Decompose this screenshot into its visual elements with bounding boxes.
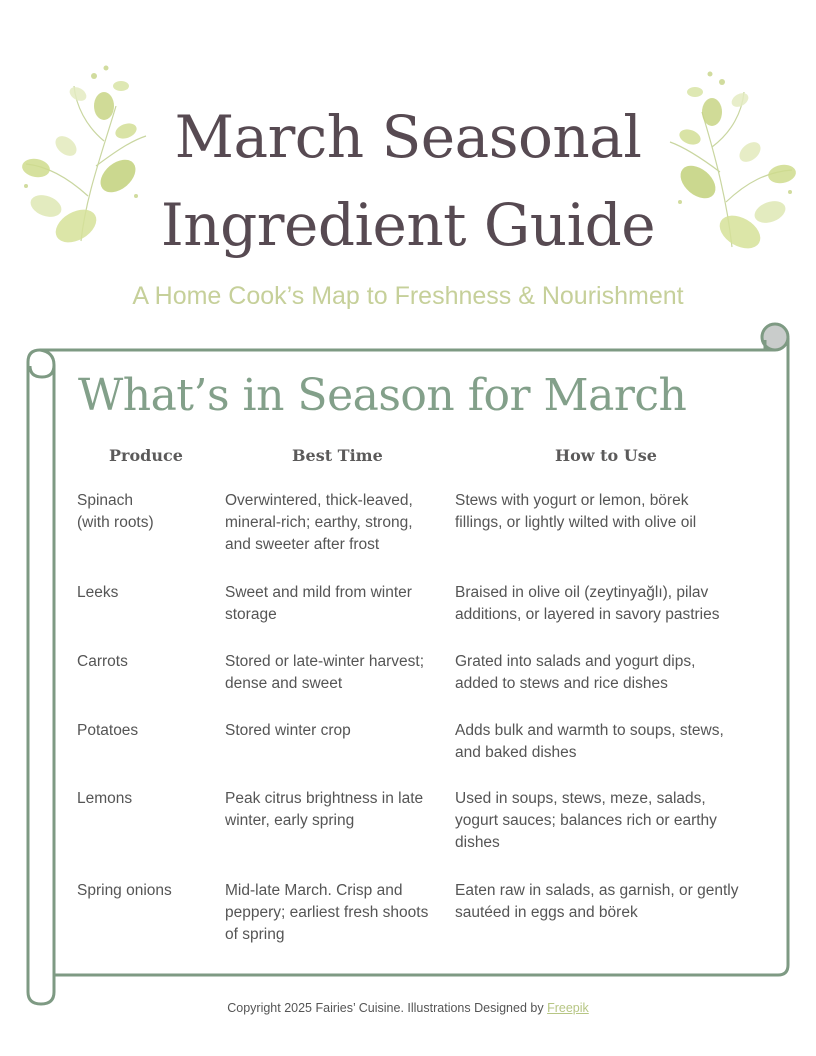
cell-line: mineral-rich; earthy, strong, [225,514,413,531]
table-row-carrots-produce [77,651,217,673]
cell-line: Used in soups, stews, meze, salads, [455,790,706,807]
cell-line: fillings, or lightly wilted with olive oil [455,514,697,531]
cell-line: Sweet and mild from winter [225,584,412,601]
cell-line: Carrots [77,653,128,670]
table-row-spinach-produce [77,490,217,534]
table-row-lemons-best-time [225,788,440,832]
column-header-best-time: Best Time [292,446,383,465]
cell-line: (with roots) [77,514,154,531]
cell-line: Stews with yogurt or lemon, börek [455,492,689,509]
section-heading: What’s in Season for March [78,370,687,421]
table-row-potatoes-best-time [225,720,440,742]
table-row-spring-onions-produce [77,880,217,902]
table-row-potatoes-produce [77,720,217,742]
cell-line: Stored or late-winter harvest; [225,653,425,670]
cell-line: Peak citrus brightness in late [225,790,424,807]
column-header-produce: Produce [109,446,183,465]
column-header-how-to-use: How to Use [555,446,657,465]
cell-line: and sweeter after frost [225,536,380,553]
cell-line: winter, early spring [225,812,355,829]
cell-line: of spring [225,926,285,943]
cell-line: storage [225,606,277,623]
cell-line: Adds bulk and warmth to soups, stews, [455,722,724,739]
cell-line: Lemons [77,790,133,807]
cell-line: Stored winter crop [225,722,351,739]
cell-line: and baked dishes [455,744,577,761]
table-row-leeks-produce [77,582,217,604]
footer-text: Copyright 2025 Fairies’ Cuisine. Illustrations Designed by [227,1001,544,1015]
cell-line: additions, or layered in savory pastries [455,606,720,623]
cell-line: Potatoes [77,722,139,739]
cell-line: Spinach [77,492,134,509]
table-row-leeks-best-time [225,582,440,626]
table-row-leeks-how-to-use [455,582,745,626]
table-row-spinach-how-to-use [455,490,745,534]
cell-line: yogurt sauces; balances rich or earthy [455,812,717,829]
page-title-line-2: Ingredient Guide [160,191,656,259]
table-row-carrots-how-to-use [455,651,745,695]
cell-line: sautéed in eggs and börek [455,904,638,921]
page-title-line-1: March Seasonal [174,103,642,171]
table-row-carrots-best-time [225,651,440,695]
cell-line: dishes [455,834,500,851]
freepik-link[interactable]: Freepik [547,1001,589,1015]
cell-line: Grated into salads and yogurt dips, [455,653,696,670]
cell-line: Braised in olive oil (zeytinyağlı), pilav [455,584,709,601]
cell-line: Eaten raw in salads, as garnish, or gently [455,882,739,899]
page-subtitle: A Home Cook’s Map to Freshness & Nourishment [132,282,684,310]
table-row-potatoes-how-to-use [455,720,745,764]
footer-copyright [0,1001,816,1015]
table-row-spring-onions-how-to-use [455,880,745,924]
cell-line: dense and sweet [225,675,343,692]
table-row-lemons-produce [77,788,217,810]
table-row-spinach-best-time [225,490,440,556]
cell-line: peppery; earliest fresh shoots [225,904,429,921]
cell-line: Overwintered, thick-leaved, [225,492,413,509]
table-row-spring-onions-best-time [225,880,440,946]
cell-line: Mid-late March. Crisp and [225,882,403,899]
table-row-lemons-how-to-use [455,788,745,854]
cell-line: added to stews and rice dishes [455,675,668,692]
cell-line: Leeks [77,584,119,601]
cell-line: Spring onions [77,882,172,899]
